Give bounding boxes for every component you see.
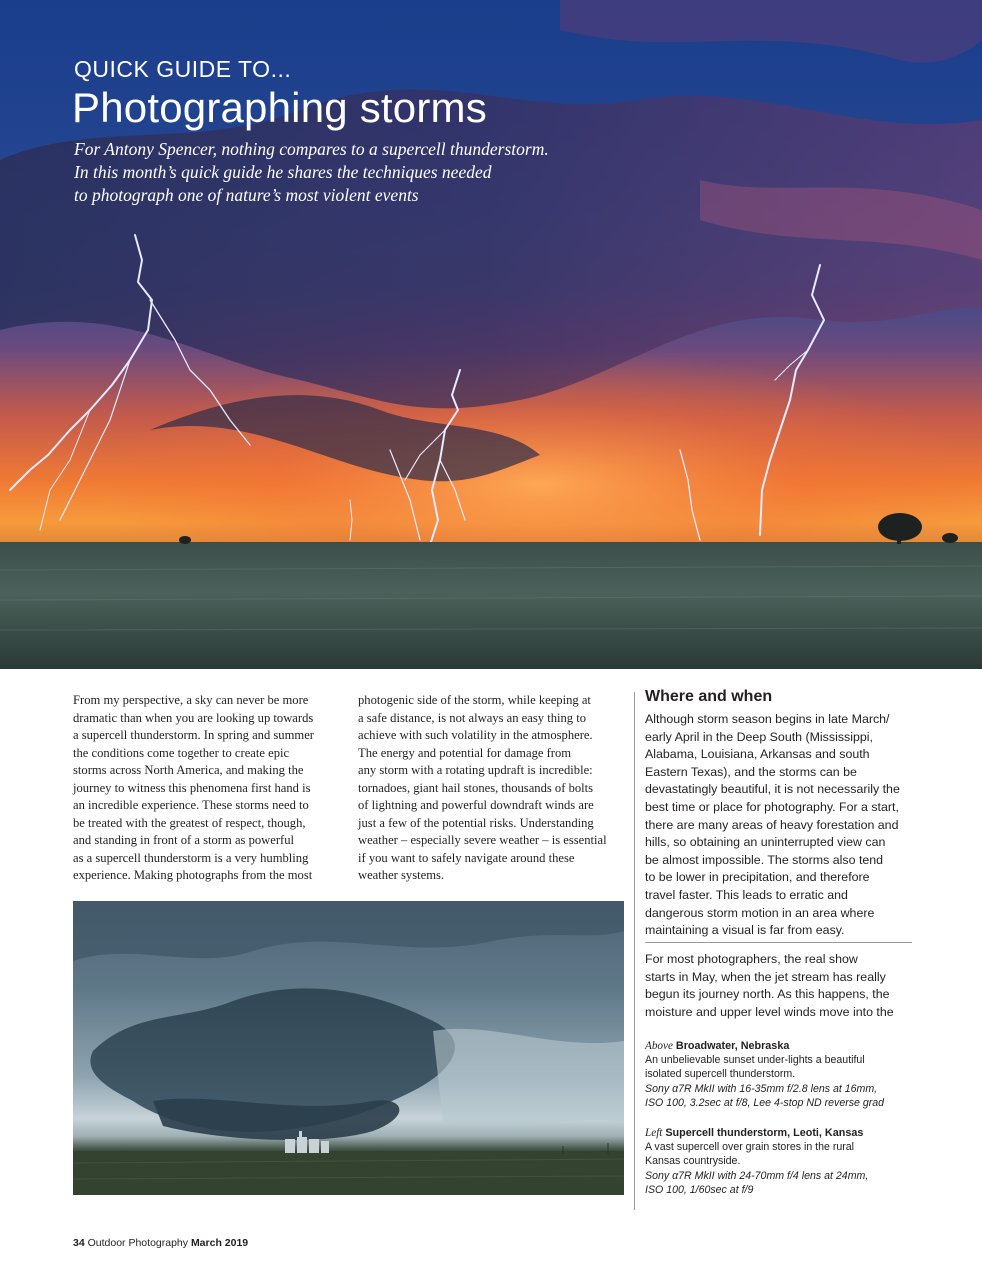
article-standfirst [74, 138, 634, 207]
body-line: journey to witness this phenomena first hand is [73, 780, 311, 795]
body-line: storms across North America, and making the [73, 763, 304, 777]
body-line: of lightning and powerful downdraft winds are [358, 798, 594, 812]
sidebar-rule [634, 692, 635, 1210]
sidebar-line: travel faster. This leads to erratic and [645, 887, 848, 902]
sidebar-line: Eastern Texas), and the storms can be [645, 764, 857, 779]
caption-desc-line: A vast supercell over grain stores in the rural [645, 1141, 855, 1154]
sidebar-line: be almost impossible. The storms also tend [645, 852, 884, 867]
issue-date: March 2019 [190, 1237, 249, 1249]
sidebar-line: early April in the Deep South (Mississippi, [645, 729, 873, 744]
sidebar-line: Alabama, Louisiana, Arkansas and south [645, 747, 870, 762]
body-line: an incredible experience. These storms need to [73, 798, 309, 812]
body-line: the conditions come together to create epic [73, 745, 290, 760]
page-folio [73, 1237, 248, 1249]
body-line: weather systems. [358, 868, 445, 882]
section-kicker: QUICK GUIDE TO... [74, 56, 292, 82]
caption-desc-line: An unbelievable sunset under-lights a beautiful [645, 1054, 865, 1067]
body-line: any storm with a rotating updraft is incredible: [358, 763, 593, 777]
body-line: From my perspective, a sky can never be more [73, 693, 309, 707]
supercell-cloud-illustration [73, 901, 624, 1195]
sidebar-line: Although storm season begins in late March/ [645, 712, 890, 726]
sidebar-divider [645, 942, 912, 943]
sidebar-line: to be lower in precipitation, and therefore [645, 870, 870, 885]
caption-tech-line: ISO 100, 1/60sec at f/9 [645, 1183, 754, 1196]
body-line: dramatic than when you are looking up towards [73, 710, 314, 725]
caption-lead: Above [645, 1040, 673, 1052]
sidebar-line: devastatingly beautiful, it is not necessarily the [645, 782, 900, 797]
body-line: tornadoes, giant hail stones, thousands of bolts [358, 780, 594, 795]
magazine-name: Outdoor Photography [87, 1237, 189, 1249]
sidebar-line: dangerous storm motion in an area where [645, 905, 875, 920]
caption-title: Supercell thunderstorm, Leoti, Kansas [665, 1127, 864, 1139]
standfirst-line: to photograph one of nature’s most violent events [74, 185, 419, 205]
caption-title: Broadwater, Nebraska [675, 1040, 790, 1052]
caption-desc-line: isolated supercell thunderstorm. [645, 1068, 796, 1081]
caption-heading [645, 1039, 915, 1053]
body-line: if you want to safely navigate around these [358, 850, 575, 865]
caption-left [645, 1126, 915, 1197]
body-column-2 [358, 692, 620, 885]
sidebar-line: best time or place for photography. For a start, [645, 799, 899, 814]
body-line: and standing in front of a storm as powerful [73, 833, 295, 847]
sidebar-heading: Where and when [645, 688, 773, 705]
sidebar-line: maintaining a visual is far from easy. [645, 923, 845, 938]
standfirst-line: In this month’s quick guide he shares the techniques needed [74, 162, 492, 182]
caption-lead: Left [645, 1127, 663, 1139]
body-line: achieve with such volatility in the atmosphere. [358, 728, 593, 742]
page-number: 34 [73, 1237, 85, 1249]
caption-heading [645, 1126, 915, 1140]
caption-desc-line: Kansas countryside. [645, 1155, 741, 1168]
caption-above [645, 1039, 915, 1110]
caption-tech-line: Sony α7R MkII with 16-35mm f/2.8 lens at 16mm, [645, 1082, 878, 1095]
article-title: Photographing storms [72, 84, 487, 131]
body-line: a safe distance, is not always an easy thing to [358, 710, 587, 725]
sidebar-line: there are many areas of heavy forestation and [645, 817, 899, 832]
body-line: weather – especially severe weather – is essential [358, 833, 607, 847]
sidebar-paragraph-1 [645, 711, 915, 940]
body-column-1 [73, 692, 335, 885]
body-line: experience. Making photographs from the most [73, 868, 313, 882]
supercell-photo [73, 901, 624, 1195]
body-line: just a few of the potential risks. Understanding [358, 815, 594, 830]
sidebar-line: starts in May, when the jet stream has really [645, 969, 886, 984]
sidebar-line: hills, so obtaining an uninterrupted view can [645, 835, 886, 850]
body-line: photogenic side of the storm, while keeping at [358, 693, 591, 707]
sidebar-line: moisture and upper level winds move into the [645, 1004, 894, 1019]
body-line: The energy and potential for damage from [358, 745, 572, 760]
body-line: be treated with the greatest of respect, though, [73, 815, 306, 830]
body-line: a supercell thunderstorm. In spring and summer [73, 728, 314, 742]
caption-tech-line: ISO 100, 3.2sec at f/8, Lee 4-stop ND reverse grad [645, 1096, 885, 1109]
caption-tech-line: Sony α7R MkII with 24-70mm f/4 lens at 24mm, [645, 1169, 869, 1182]
body-line: as a supercell thunderstorm is a very humbling [73, 850, 309, 865]
sidebar-line: For most photographers, the real show [645, 952, 858, 966]
sidebar-line: begun its journey north. As this happens, the [645, 987, 890, 1002]
standfirst-line: For Antony Spencer, nothing compares to a supercell thunderstorm. [74, 139, 549, 159]
sidebar-paragraph-2 [645, 951, 915, 1021]
